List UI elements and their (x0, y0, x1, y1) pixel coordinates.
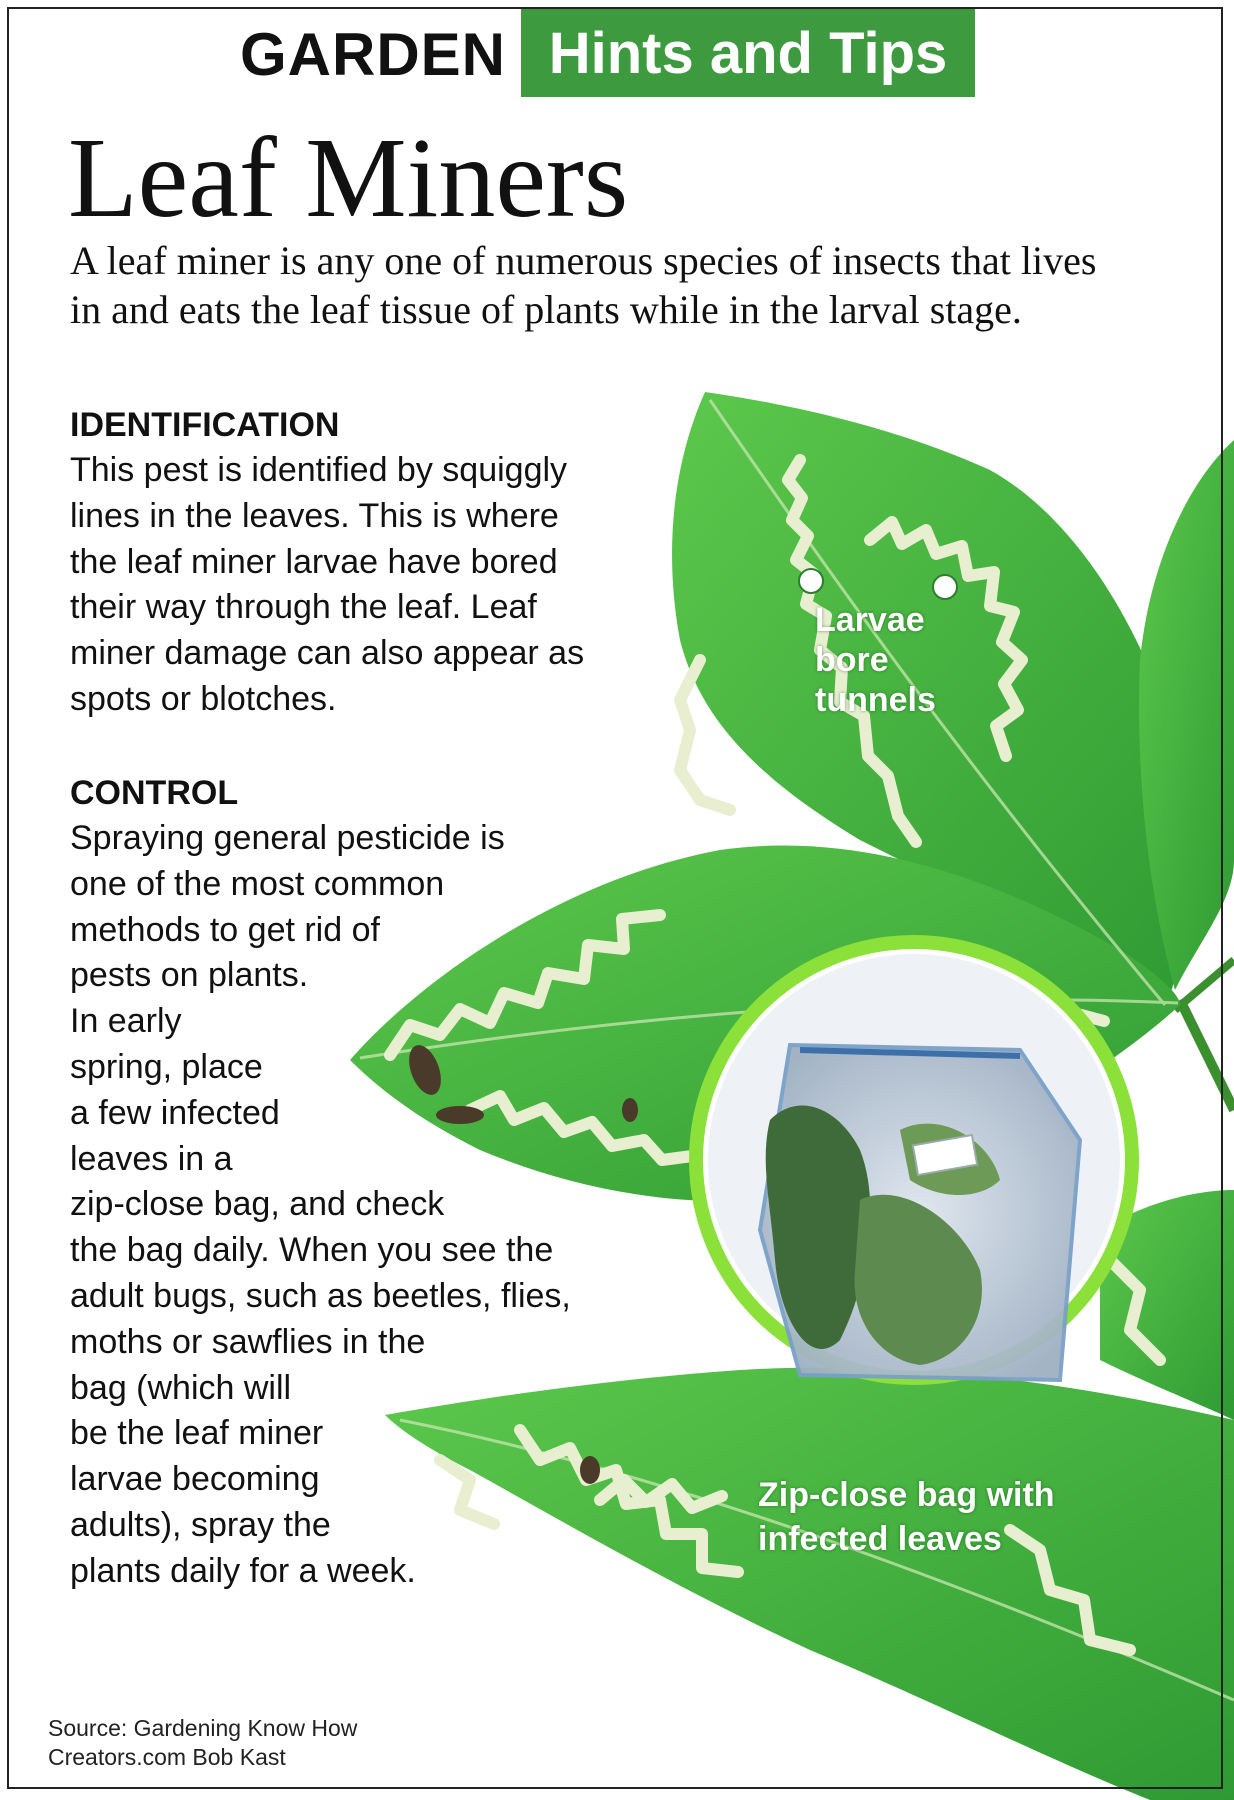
bag-inset (696, 942, 1132, 1380)
control-line: be the leaf miner (70, 1414, 324, 1453)
control-text (70, 816, 571, 1595)
larvae-callout (815, 600, 936, 720)
control-line: bag (which will (70, 1368, 292, 1407)
control-line: the bag daily. When you see the (70, 1231, 554, 1270)
control-line: zip-close bag, and check (70, 1185, 445, 1224)
control-line: adults), spray the (70, 1505, 331, 1544)
bag-callout (758, 1473, 1055, 1561)
identification-line: This pest is identified by squiggly (70, 451, 568, 489)
identification-line: spots or blotches. (70, 679, 337, 718)
identification-line: miner damage can also appear as (70, 634, 585, 673)
control-line: methods to get rid of (70, 910, 380, 949)
identification-heading: IDENTIFICATION (70, 406, 340, 444)
source-credit (48, 1714, 357, 1772)
larvae-callout-line: Larvae (815, 601, 925, 639)
identification-text (70, 448, 584, 723)
page-title: Leaf Miners (68, 114, 629, 241)
badge-label: Hints and Tips (548, 20, 948, 86)
larvae-callout-line: tunnels (815, 681, 936, 719)
intro-line: in and eats the leaf tissue of plants while in the larval stage. (70, 287, 1022, 332)
source-line: Source: Gardening Know How (48, 1715, 358, 1741)
control-line: larvae becoming (70, 1460, 320, 1499)
control-line: a few infected (70, 1093, 280, 1132)
control-line: leaves in a (70, 1139, 233, 1178)
leaf-stem (1180, 1000, 1234, 1110)
control-line: adult bugs, such as beetles, flies, (70, 1276, 571, 1315)
control-line: pests on plants. (70, 956, 309, 995)
credit-line: Creators.com Bob Kast (48, 1744, 286, 1770)
control-line: In early (70, 1002, 182, 1041)
bag-callout-line: Zip-close bag with (758, 1476, 1055, 1514)
intro-paragraph (70, 236, 1210, 334)
callout-marker (932, 574, 958, 600)
control-line: plants daily for a week. (70, 1551, 416, 1590)
garden-heading: GARDEN (240, 21, 507, 88)
intro-line: A leaf miner is any one of numerous species of insects that lives (70, 238, 1097, 283)
identification-line: their way through the leaf. Leaf (70, 588, 537, 627)
hints-and-tips-badge (521, 9, 975, 97)
identification-line: lines in the leaves. This is where (70, 496, 559, 535)
control-line: moths or sawflies in the (70, 1322, 426, 1361)
bag-callout-line: infected leaves (758, 1520, 1002, 1558)
larvae-callout-line: bore (815, 641, 889, 679)
control-line: one of the most common (70, 864, 445, 903)
control-heading: CONTROL (70, 774, 239, 812)
callout-marker (798, 568, 824, 594)
control-line: spring, place (70, 1047, 263, 1086)
identification-line: the leaf miner larvae have bored (70, 542, 558, 581)
control-line: Spraying general pesticide is (70, 819, 505, 857)
